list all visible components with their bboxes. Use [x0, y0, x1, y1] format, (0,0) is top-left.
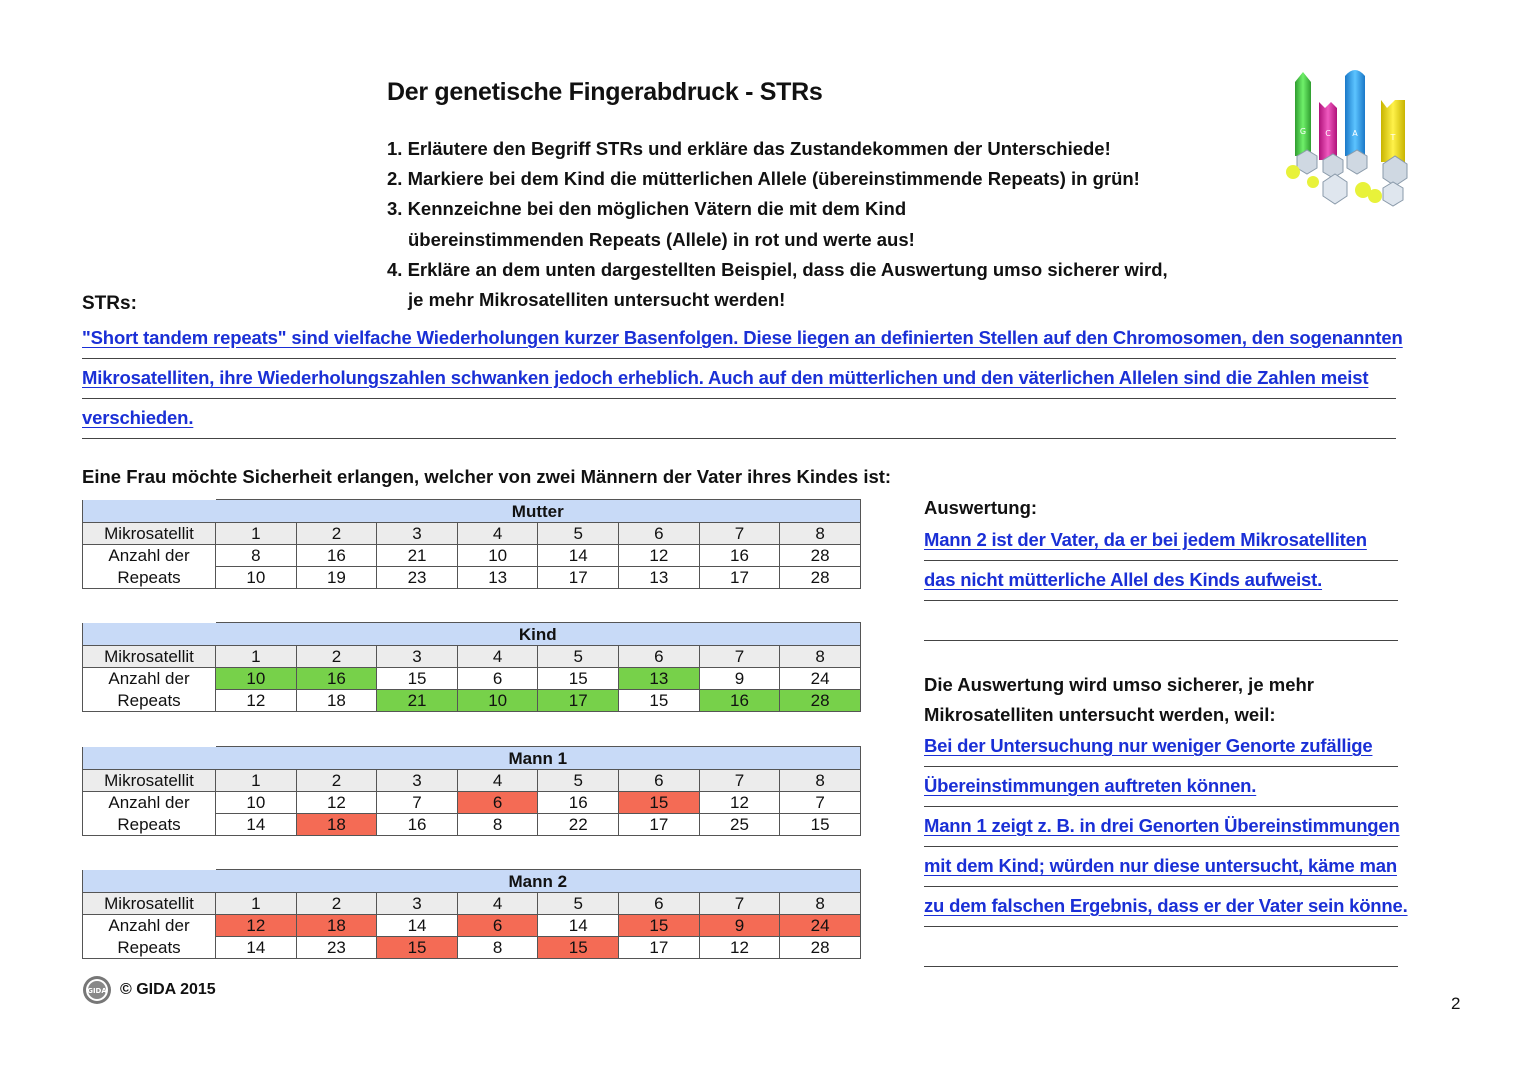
repeat-cell: 21 [377, 690, 458, 712]
nucleotide-letter: A [1352, 129, 1358, 138]
repeat-cell: 15 [377, 668, 458, 690]
repeat-cell: 10 [457, 545, 538, 567]
table-corner [83, 747, 216, 770]
table-corner [83, 623, 216, 646]
strs-answer-line: verschieden. [82, 398, 1396, 439]
repeat-cell: 18 [296, 814, 377, 836]
column-header: 5 [538, 646, 619, 668]
repeat-cell: 14 [377, 915, 458, 937]
gida-logo-icon [82, 975, 112, 1005]
repeat-cell: 24 [780, 668, 861, 690]
repeat-cell: 23 [377, 567, 458, 589]
column-header: 2 [296, 770, 377, 792]
row-label-anzahl: Anzahl der [83, 792, 216, 814]
repeat-cell: 8 [457, 814, 538, 836]
repeat-cell: 15 [780, 814, 861, 836]
column-header: 8 [780, 770, 861, 792]
row-label-anzahl: Anzahl der [83, 668, 216, 690]
column-header: 4 [457, 646, 538, 668]
task-item: je mehr Mikrosatelliten untersucht werden! [408, 289, 786, 311]
repeat-cell: 12 [296, 792, 377, 814]
mann2-table [82, 869, 861, 959]
column-header: 7 [699, 893, 780, 915]
row-label-repeats: Repeats [83, 814, 216, 836]
repeat-cell: 14 [538, 915, 619, 937]
repeat-cell: 16 [538, 792, 619, 814]
column-header: 6 [619, 770, 700, 792]
sicherer-answer-line: Mann 1 zeigt z. B. in drei Genorten Übereinstimmungen [924, 806, 1398, 847]
repeat-cell: 16 [296, 545, 377, 567]
repeat-cell: 8 [457, 937, 538, 959]
repeat-cell: 12 [619, 545, 700, 567]
repeat-cell: 21 [377, 545, 458, 567]
column-header: 2 [296, 523, 377, 545]
column-header: 6 [619, 893, 700, 915]
column-header: 8 [780, 646, 861, 668]
kind-table [82, 622, 861, 712]
repeat-cell: 28 [780, 567, 861, 589]
repeat-cell: 12 [216, 690, 297, 712]
repeat-cell: 15 [619, 792, 700, 814]
sicherer-answer-line: Übereinstimmungen auftreten können. [924, 766, 1398, 807]
column-header: 8 [780, 893, 861, 915]
repeat-cell: 10 [457, 690, 538, 712]
repeat-cell: 17 [699, 567, 780, 589]
auswertung-answer-line [924, 600, 1398, 641]
repeat-cell: 17 [538, 567, 619, 589]
repeat-cell: 15 [619, 690, 700, 712]
column-header: 2 [296, 893, 377, 915]
nucleotide-letter: G [1299, 127, 1307, 136]
column-header: 7 [699, 523, 780, 545]
repeat-cell: 13 [619, 567, 700, 589]
auswertung-answer-line: das nicht mütterliche Allel des Kinds aufweist. [924, 560, 1398, 601]
repeat-cell: 18 [296, 915, 377, 937]
strs-answer-line: Mikrosatelliten, ihre Wiederholungszahlen schwanken jedoch erheblich. Auch auf den mütterlichen und den väterlichen Allelen sind die Zahlen meist [82, 358, 1396, 399]
column-header: 1 [216, 523, 297, 545]
repeat-cell: 28 [780, 937, 861, 959]
row-label-mikrosatellit: Mikrosatellit [83, 893, 216, 915]
svg-text:GIDA: GIDA [87, 987, 107, 995]
repeat-cell: 7 [377, 792, 458, 814]
repeat-cell: 14 [538, 545, 619, 567]
repeat-cell: 6 [457, 792, 538, 814]
repeat-cell: 16 [296, 668, 377, 690]
task-item: übereinstimmenden Repeats (Allele) in rot und werte aus! [408, 228, 915, 250]
repeat-cell: 18 [296, 690, 377, 712]
sicherer-answer-line [924, 926, 1398, 967]
column-header: 1 [216, 770, 297, 792]
column-header: 6 [619, 523, 700, 545]
strs-label: STRs: [82, 293, 137, 314]
repeat-cell: 22 [538, 814, 619, 836]
row-label-repeats: Repeats [83, 937, 216, 959]
sicherer-answer-line: zu dem falschen Ergebnis, dass er der Vater sein könne. [924, 886, 1398, 927]
task-intro: Eine Frau möchte Sicherheit erlangen, welcher von zwei Männern der Vater ihres Kindes ist: [82, 466, 892, 487]
page-number: 2 [1451, 994, 1461, 1013]
repeat-cell: 15 [619, 915, 700, 937]
sicherer-label: Mikrosatelliten untersucht werden, weil: [924, 704, 1276, 725]
column-header: 5 [538, 523, 619, 545]
mann1-table [82, 746, 861, 836]
table-title: Mutter [216, 500, 861, 523]
repeat-cell: 12 [699, 937, 780, 959]
nucleotide-letter: C [1325, 129, 1331, 138]
row-label-anzahl: Anzahl der [83, 545, 216, 567]
column-header: 2 [296, 646, 377, 668]
column-header: 3 [377, 646, 458, 668]
repeat-cell: 10 [216, 792, 297, 814]
task-list [387, 134, 1168, 315]
sicherer-answer-line: mit dem Kind; würden nur diese untersucht, käme man [924, 846, 1398, 887]
column-header: 4 [457, 770, 538, 792]
repeat-cell: 25 [699, 814, 780, 836]
repeat-cell: 24 [780, 915, 861, 937]
page-title: Der genetische Fingerabdruck - STRs [387, 78, 823, 106]
repeat-cell: 6 [457, 915, 538, 937]
row-label-mikrosatellit: Mikrosatellit [83, 646, 216, 668]
auswertung-answer-line: Mann 2 ist der Vater, da er bei jedem Mikrosatelliten [924, 520, 1398, 561]
repeat-cell: 13 [619, 668, 700, 690]
repeat-cell: 15 [538, 668, 619, 690]
repeat-cell: 12 [216, 915, 297, 937]
repeat-cell: 15 [377, 937, 458, 959]
row-label-mikrosatellit: Mikrosatellit [83, 523, 216, 545]
column-header: 7 [699, 770, 780, 792]
repeat-cell: 14 [216, 814, 297, 836]
row-label-repeats: Repeats [83, 567, 216, 589]
row-label-repeats: Repeats [83, 690, 216, 712]
repeat-cell: 17 [538, 690, 619, 712]
repeat-cell: 15 [538, 937, 619, 959]
column-header: 7 [699, 646, 780, 668]
repeat-cell: 16 [699, 545, 780, 567]
table-corner [83, 500, 216, 523]
repeat-cell: 14 [216, 937, 297, 959]
repeat-cell: 6 [457, 668, 538, 690]
task-item: 1. Erläutere den Begriff STRs und erkläre das Zustandekommen der Unterschiede! [387, 138, 1111, 159]
repeat-cell: 10 [216, 567, 297, 589]
repeat-cell: 19 [296, 567, 377, 589]
copyright: © GIDA 2015 [120, 981, 216, 998]
repeat-cell: 10 [216, 668, 297, 690]
repeat-cell: 13 [457, 567, 538, 589]
task-item: 4. Erkläre an dem unten dargestellten Beispiel, dass die Auswertung umso sicherer wird, [387, 258, 1168, 280]
auswertung-label: Auswertung: [924, 497, 1038, 518]
repeat-cell: 7 [780, 792, 861, 814]
repeat-cell: 16 [377, 814, 458, 836]
repeat-cell: 17 [619, 814, 700, 836]
repeat-cell: 28 [780, 690, 861, 712]
column-header: 3 [377, 770, 458, 792]
column-header: 4 [457, 893, 538, 915]
repeat-cell: 8 [216, 545, 297, 567]
strs-answer-line: "Short tandem repeats" sind vielfache Wiederholungen kurzer Basenfolgen. Diese liegen an definierten Stellen auf den Chromosomen, den sogenannten [82, 318, 1396, 359]
column-header: 3 [377, 893, 458, 915]
column-header: 1 [216, 893, 297, 915]
column-header: 4 [457, 523, 538, 545]
table-title: Mann 2 [216, 870, 861, 893]
column-header: 8 [780, 523, 861, 545]
repeat-cell: 23 [296, 937, 377, 959]
repeat-cell: 16 [699, 690, 780, 712]
mutter-table [82, 499, 861, 589]
repeat-cell: 12 [699, 792, 780, 814]
row-label-mikrosatellit: Mikrosatellit [83, 770, 216, 792]
column-header: 5 [538, 770, 619, 792]
column-header: 5 [538, 893, 619, 915]
nucleotide-illustration-icon [1283, 64, 1419, 214]
row-label-anzahl: Anzahl der [83, 915, 216, 937]
task-item: 2. Markiere bei dem Kind die mütterlichen Allele (übereinstimmende Repeats) in grün! [387, 168, 1140, 190]
sicherer-label: Die Auswertung wird umso sicherer, je mehr [924, 674, 1314, 695]
task-item: 3. Kennzeichne bei den möglichen Vätern die mit dem Kind [387, 198, 907, 220]
repeat-cell: 9 [699, 668, 780, 690]
column-header: 1 [216, 646, 297, 668]
table-title: Mann 1 [216, 747, 861, 770]
column-header: 6 [619, 646, 700, 668]
repeat-cell: 28 [780, 545, 861, 567]
nucleotide-letter: T [1390, 133, 1396, 142]
repeat-cell: 9 [699, 915, 780, 937]
footer [82, 975, 216, 1005]
table-title: Kind [216, 623, 861, 646]
repeat-cell: 17 [619, 937, 700, 959]
column-header: 3 [377, 523, 458, 545]
sicherer-answer-line: Bei der Untersuchung nur weniger Genorte zufällige [924, 726, 1398, 767]
table-corner [83, 870, 216, 893]
